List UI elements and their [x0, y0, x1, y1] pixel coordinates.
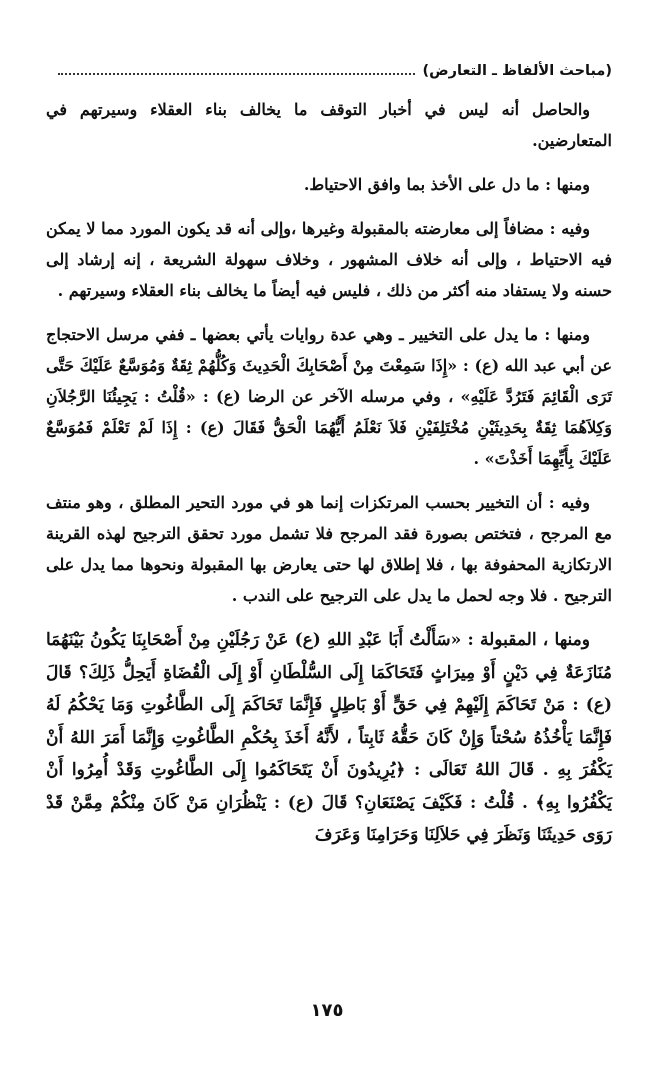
running-header — [58, 60, 612, 82]
paragraph-maqbula: ومنها ، المقبولة : «سَأَلْتُ أَبَا عَبْدِ اللهِ (ع) عَنْ رَجُلَيْنِ مِنْ أَصْحَابِنَا يَكُونُ بَيْنَهُمَا مُنَازَعَةٌ فِي دَيْنٍ أَوْ مِيرَاثٍ فَتَحَاكَمَا إِلَى السُّلْطَانِ أَوْ إِلَى الْقُضَاةِ أَيَحِلُّ ذَلِكَ؟ قَالَ (ع) : مَنْ تَحَاكَمَ إِلَيْهِمْ فِي حَقٍّ أَوْ بَاطِلٍ فَإِنَّمَا تَحَاكَمَ إِلَى الطَّاغُوتِ وَمَا يَحْكُمُ لَهُ فَإِنَّمَا يَأْخُذُهُ سُحْتاً وَإِنْ كَانَ حَقُّهُ ثَابِتاً ، لأَنَّهُ أَخَذَ بِحُكْمِ الطَّاغُوتِ وَإِنَّمَا أَمَرَ اللهُ أَنْ يَكْفُرَ بِهِ . قَالَ اللهُ تَعَالَى : ﴿يُرِيدُونَ أَنْ يَتَحَاكَمُوا إِلَى الطَّاغُوتِ وَقَدْ أُمِرُوا أَنْ يَكْفُرُوا بِهِ﴾ . قُلْتُ : فَكَيْفَ يَصْنَعَانِ؟ قَالَ (ع) : يَنْظُرَانِ مَنْ كَانَ مِنْكُمْ مِمَّنْ قَدْ رَوَى حَدِيثَنَا وَنَظَرَ فِي حَلاَلِنَا وَحَرَامِنَا وَعَرَفَ — [46, 630, 612, 845]
paragraph-choice-response: وفيه : أن التخيير بحسب المرتكزات إنما هو في مورد التحير المطلق ، وهو منتف مع المرجح ، فتختص بصورة فقد المرجح فلا تشمل مورد تحقق الترجيح لهذه القرينة الارتكازية المحفوفة بها ، فلا إطلاق لها حتى يعارض بها المقبولة ونحوها مما يدل على الترجيح . فلا وجه لحمل ما يدل على الترجيح على الندب . — [46, 493, 612, 605]
paragraph-precaution-response: وفيه : مضافاً إلى معارضته بالمقبولة وغيرها ،وإلى أنه قد يكون المورد مما لا يمكن فيه الاحتياط ، وإلى أنه خلاف المشهور ، وخلاف سهولة الشريعة ، إنه إرشاد إلى حسنه ولا يستفاد منه أكثر من ذلك ، فليس فيه أيضاً ما يخالف بناء العقلاء وسيرتهم . — [46, 219, 612, 300]
header-dotted-leader — [58, 73, 415, 75]
paragraph-choice-narrations: ومنها : ما يدل على التخيير ـ وهي عدة روايات يأتي بعضها ـ ففي مرسل الاحتجاج عن أبي عبد الله (ع) : «إِذَا سَمِعْتَ مِنْ أَصْحَابِكَ الْحَدِيثَ وَكُلُّهُمْ ثِقَةٌ وَمُوَسَّعٌ عَلَيْكَ حَتَّى تَرَى الْقَائِمَ فَتَرُدَّ عَلَيْهِ» ، وفي مرسله الآخر عن الرضا (ع) : «قُلْتُ : يَجِيئُنَا الرَّجُلاَنِ وَكِلاَهُمَا ثِقَةٌ بِحَدِيثَيْنِ مُخْتَلِفَيْنِ فَلاَ نَعْلَمُ أَيُّهُمَا الْحَقُّ فَقَالَ (ع) : إِذَا لَمْ تَعْلَمْ فَمُوَسَّعٌ عَلَيْكَ بِأَيِّهِمَا أَخَذْتَ» . — [46, 325, 613, 468]
paragraph-conclusion: والحاصل أنه ليس في أخبار التوقف ما يخالف بناء العقلاء وسيرتهم في المتعارضين. — [46, 100, 612, 150]
page-number: ١٧٥ — [310, 1000, 344, 1021]
page-body — [46, 94, 612, 865]
paragraph-precaution: ومنها : ما دل على الأخذ بما وافق الاحتياط. — [303, 175, 590, 194]
header-title: (مباحث الألفاظ ـ التعارض) — [422, 63, 612, 79]
